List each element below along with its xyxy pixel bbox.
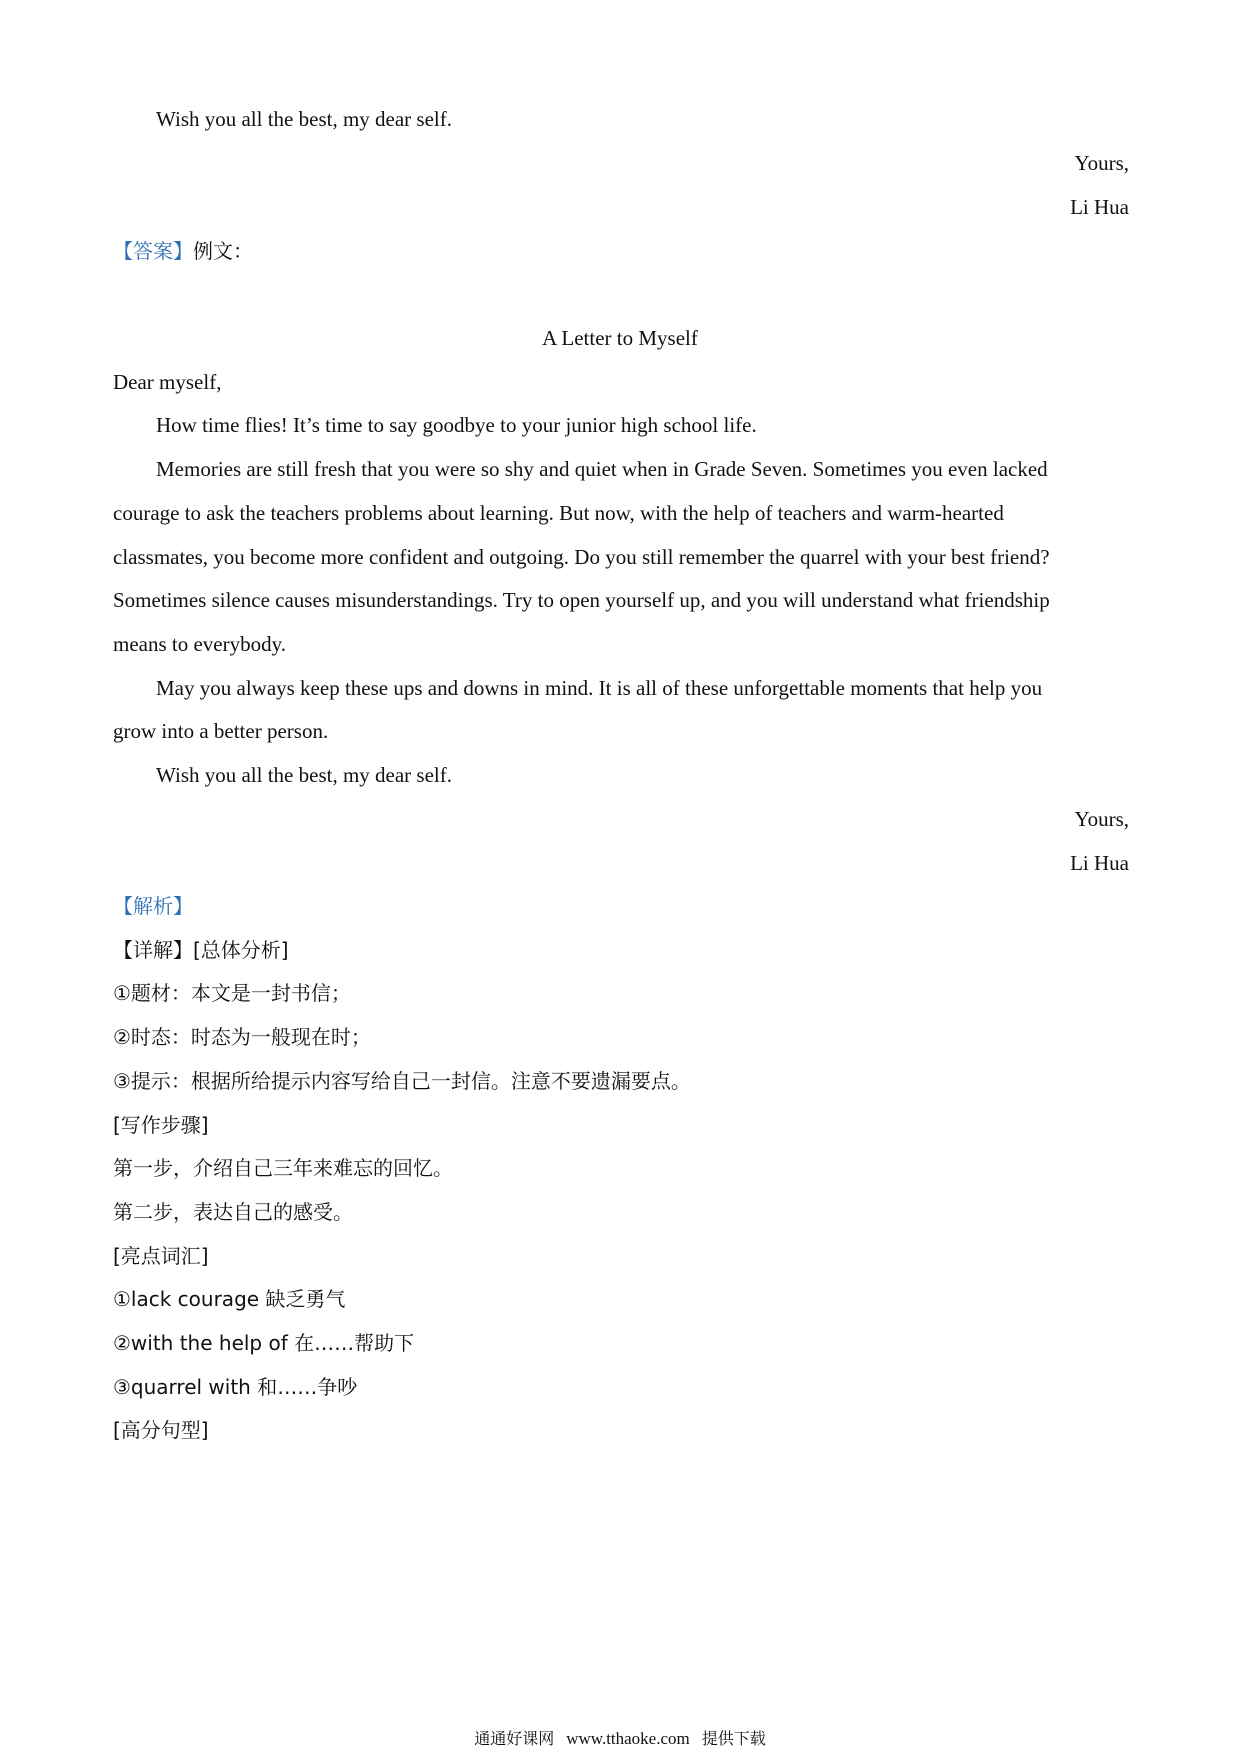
letter-body-line: How time flies! It’s time to say goodbye to your junior high school life. [156,413,757,437]
detail-heading: [总体分析] [193,938,289,962]
answer-tag: 【答案】 [113,239,193,263]
analysis-tag: 【解析】 [113,894,193,918]
letter-body-line: courage to ask the teachers problems about learning. But now, with the help of teachers and warm-hearted [113,501,1004,525]
footer-url[interactable]: www.tthaoke.com [566,1729,690,1748]
analysis-item: ①题材：本文是一封书信； [113,981,351,1005]
letter-body-line: classmates, you become more confident and outgoing. Do you still remember the quarrel with your best friend? [113,545,1050,569]
analysis-item: 第一步，介绍自己三年来难忘的回忆。 [113,1156,453,1180]
analysis-item: ②时态：时态为一般现在时； [113,1025,371,1049]
analysis-item: ③quarrel with 和……争吵 [113,1375,358,1399]
detail-tag: 【详解】 [113,938,193,962]
analysis-item: 第二步，表达自己的感受。 [113,1200,353,1224]
analysis-item: ②with the help of 在……帮助下 [113,1331,415,1355]
detail-heading-row [113,936,289,964]
page-footer [0,1728,1240,1750]
letter-body-line: grow into a better person. [113,719,329,743]
analysis-section-heading: [亮点词汇] [113,1244,209,1268]
analysis-section-heading: [高分句型] [113,1418,209,1442]
top-signature: Li Hua [1070,195,1129,219]
letter-body-line: May you always keep these ups and downs in mind. It is all of these unforgettable moments that help you [156,676,1043,700]
answer-heading [113,237,253,265]
top-closing-wish: Wish you all the best, my dear self. [156,107,452,131]
footer-site-name: 通通好课网 [474,1729,555,1748]
analysis-item: ③提示：根据所给提示内容写给自己一封信。注意不要遗漏要点。 [113,1069,691,1093]
answer-label: 例文： [193,239,253,263]
top-signoff: Yours, [1074,151,1129,175]
analysis-section-heading: [写作步骤] [113,1113,209,1137]
letter-body-line: means to everybody. [113,632,287,656]
letter-title: A Letter to Myself [542,326,698,350]
letter-body-line: Wish you all the best, my dear self. [156,763,452,787]
analysis-item: ①lack courage 缺乏勇气 [113,1287,346,1311]
letter-signoff: Yours, [1074,807,1129,831]
letter-signature: Li Hua [1070,851,1129,875]
letter-body-line: Memories are still fresh that you were so shy and quiet when in Grade Seven. Sometimes you even lacked [156,457,1048,481]
letter-greeting: Dear myself, [113,370,222,394]
footer-suffix: 提供下载 [701,1729,766,1748]
letter-body-line: Sometimes silence causes misunderstandings. Try to open yourself up, and you will understand what friendship [113,588,1050,612]
